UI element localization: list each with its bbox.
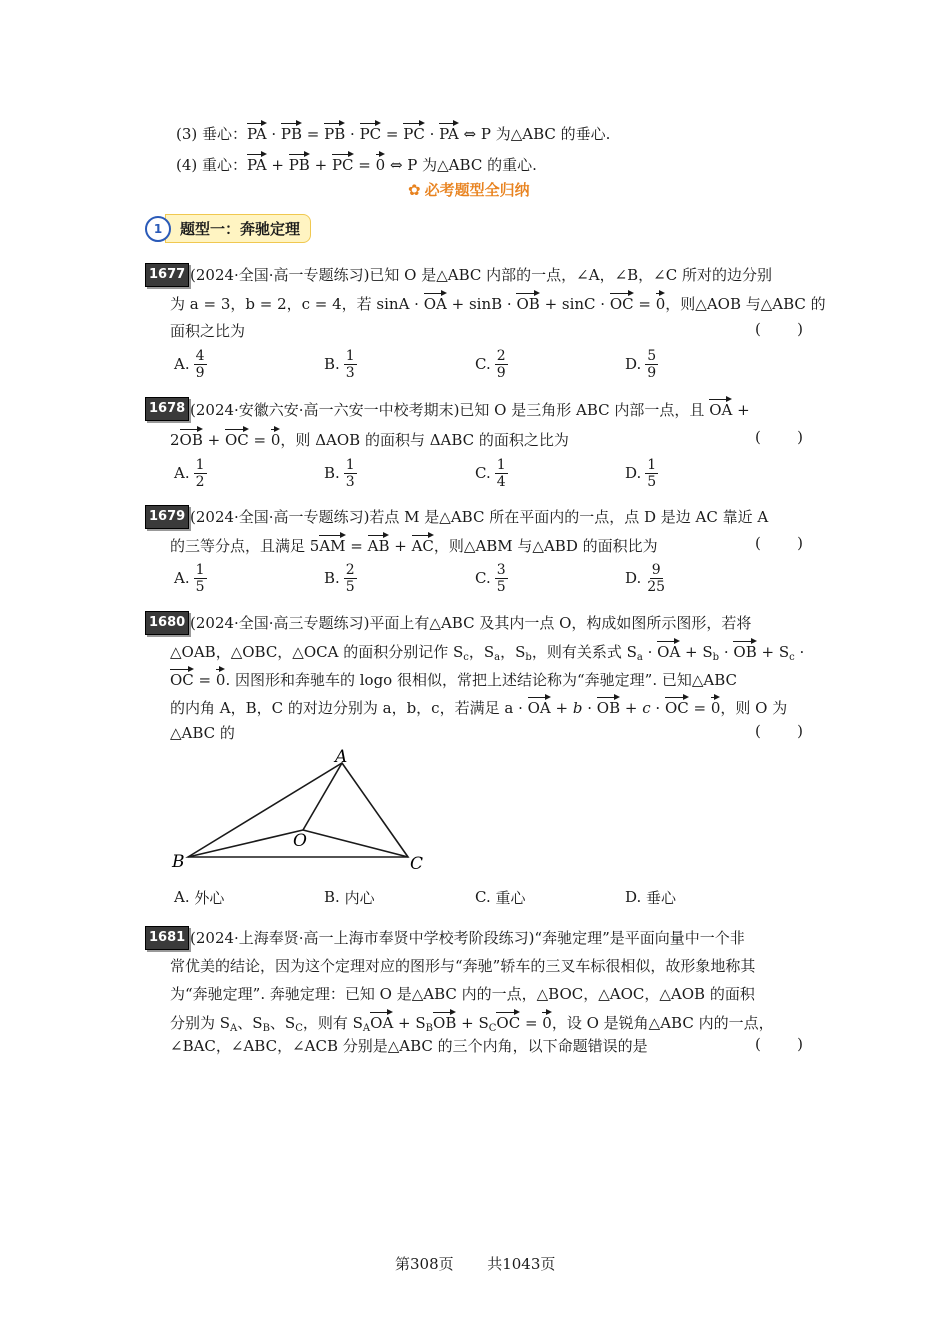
answer-blank: ( ) [755, 534, 803, 552]
label-b: B [172, 852, 185, 872]
property-centroid: (4) 重心：PA + PB + PC = 0 ⇔ P 为△ABC 的重心. [176, 153, 537, 175]
question-number: 1681 [145, 926, 189, 950]
question-number: 1680 [145, 611, 189, 635]
question-number: 1679 [145, 505, 189, 529]
section-index-badge: 1 [145, 216, 171, 242]
section-header [145, 214, 311, 243]
section-title: 题型一：奔驰定理 [165, 214, 311, 243]
q1679-options [174, 559, 694, 597]
label-a: A [335, 747, 348, 767]
answer-blank: ( ) [755, 722, 803, 740]
option-b: B. 内心 [324, 888, 375, 907]
option-b: B. $\frac{1}{3}$ [324, 347, 355, 381]
q1678-options [174, 454, 694, 492]
q1677-line1: (2024·全国·高一专题练习)已知 O 是△ABC 内部的一点，∠A，∠B，∠C 所对的边分别 [190, 266, 772, 284]
q1681-line1: (2024·上海奉贤·高一上海市奉贤中学校考阶段练习)“奔驰定理”是平面向量中一个非 [190, 929, 745, 947]
option-d: D. $\frac{5}{9}$ [625, 347, 657, 381]
flower-icon: ✿ [408, 180, 421, 199]
q1681-line3: 为“奔驰定理”. 奔驰定理：已知 O 是△ABC 内的一点，△BOC，△AOC，△AOB 的面积 [170, 985, 755, 1003]
option-d: D. $\frac{9}{25}$ [625, 561, 666, 595]
option-d: D. $\frac{1}{5}$ [625, 456, 657, 490]
option-b: B. $\frac{2}{5}$ [324, 561, 355, 595]
question-number: 1678 [145, 397, 189, 421]
segment-oa [303, 763, 342, 830]
answer-blank: ( ) [755, 1035, 803, 1053]
page-number: 第308页 [395, 1255, 454, 1273]
option-a: A. 外心 [174, 888, 225, 907]
option-b: B. $\frac{1}{3}$ [324, 456, 355, 490]
q1681-line5: ∠BAC，∠ABC，∠ACB 分别是△ABC 的三个内角，以下命题错误的是 [170, 1037, 648, 1055]
property-orthocenter: (3) 垂心：PA · PB = PB · PC = PC · PA ⇔ P 为△ABC 的垂心. [176, 122, 610, 144]
answer-blank: ( ) [755, 428, 803, 446]
q1680-line3: OC = 0. 因图形和奔驰车的 logo 很相似，常把上述结论称为“奔驰定理”. 已知△ABC [170, 668, 737, 690]
q1681-line2: 常优美的结论，因为这个定理对应的图形与“奔驰”轿车的三叉车标很相似，故形象地称其 [170, 957, 756, 975]
label-o: O [293, 831, 307, 851]
q1680-line5: △ABC 的 [170, 724, 235, 742]
q1679-line2: 的三等分点，且满足 5AM = AB + AC，则△ABM 与△ABD 的面积比为 [170, 534, 658, 556]
page-footer [395, 1253, 555, 1274]
question-number: 1677 [145, 263, 189, 287]
label-c: C [410, 854, 424, 874]
option-a: A. $\frac{1}{2}$ [174, 456, 205, 490]
q1680-line1: (2024·全国·高三专题练习)平面上有△ABC 及其内一点 O，构成如图所示图形，若将 [190, 614, 752, 632]
q1678-line1: (2024·安徽六安·高一六安一中校考期末)已知 O 是三角形 ABC 内部一点，且 OA + [190, 398, 750, 420]
option-c: C. $\frac{1}{4}$ [475, 456, 506, 490]
q1677-options [174, 345, 694, 383]
triangle-figure [160, 740, 440, 875]
q1677-line2: 为 a = 3，b = 2，c = 4，若 sinA · OA + sinB · OB + sinC · OC = 0，则△AOB 与△ABC 的 [170, 292, 826, 314]
segment-ob [188, 830, 303, 857]
banner: ✿ 必考题型全归纳 [408, 180, 530, 199]
q1680-options [174, 878, 694, 916]
option-c: C. $\frac{2}{9}$ [475, 347, 506, 381]
q1680-line2: △OAB，△OBC，△OCA 的面积分别记作 $S_c$，$S_a$，$S_b$，则有关系式 $S_a$ · OA + $S_b$ · OB + $S_c$ · [170, 640, 804, 663]
option-a: A. $\frac{1}{5}$ [174, 561, 205, 595]
answer-blank: ( ) [755, 320, 803, 338]
q1679-line1: (2024·全国·高一专题练习)若点 M 是△ABC 所在平面内的一点，点 D 是边 AC 靠近 A [190, 508, 769, 526]
option-d: D. 垂心 [625, 888, 677, 907]
q1678-line2: 2OB + OC = 0，则 ΔAOB 的面积与 ΔABC 的面积之比为 [170, 428, 569, 450]
option-a: A. $\frac{4}{9}$ [174, 347, 205, 381]
q1681-line4: 分别为 $S_A$、$S_B$、$S_C$，则有 $S_AOA + S_BOB + S_COC = 0$，设 O 是锐角△ABC 内的一点， [170, 1011, 774, 1034]
page-total: 共1043页 [487, 1255, 556, 1273]
q1680-line4: 的内角 A，B，C 的对边分别为 a，b，c，若满足 a · OA + b · OB + c · OC = 0，则 O 为 [170, 696, 787, 718]
option-c: C. $\frac{3}{5}$ [475, 561, 506, 595]
option-c: C. 重心 [475, 888, 526, 907]
q1677-line3: 面积之比为 [170, 322, 246, 340]
